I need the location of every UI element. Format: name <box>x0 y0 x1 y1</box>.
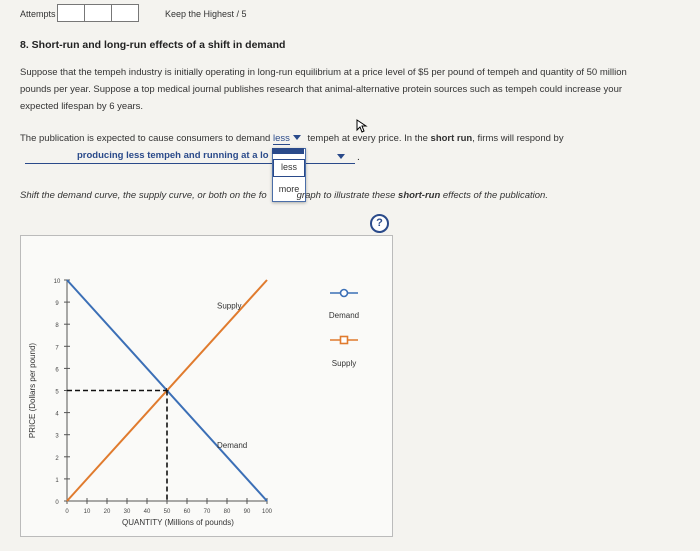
graph-panel <box>20 235 393 537</box>
shift-pre: Shift the demand curve, the supply curve, or both on the fo <box>20 190 267 201</box>
x-tick-label: 0 <box>65 509 69 515</box>
y-tick-label: 0 <box>55 500 59 506</box>
demand-dropdown-value: less <box>272 133 290 144</box>
legend-demand-label: Demand <box>328 311 360 320</box>
supply-curve-label: Supply <box>217 301 242 311</box>
dropdown-arrow-icon[interactable] <box>293 135 301 140</box>
x-tick-label: 50 <box>163 509 171 515</box>
x-tick-label: 100 <box>261 509 273 515</box>
y-tick-label: 2 <box>55 455 59 462</box>
sentence-end: . <box>357 152 360 163</box>
demand-dropdown[interactable] <box>273 133 290 145</box>
legend-demand-marker <box>341 290 348 297</box>
x-tick-label: 20 <box>103 509 111 515</box>
x-tick-label: 30 <box>123 509 131 515</box>
sentence-line <box>20 133 564 144</box>
sentence-post-b: , firms will respond by <box>472 133 564 144</box>
response-dropdown-value: producing less tempeh and running at a lo <box>77 150 269 161</box>
demand-curve-label: Demand <box>217 440 248 450</box>
x-tick-label: 80 <box>223 509 231 515</box>
menu-option-more[interactable]: more <box>278 184 300 194</box>
menu-option-less[interactable]: less <box>273 159 305 177</box>
y-tick-label: 6 <box>55 367 59 374</box>
x-tick-label: 10 <box>83 509 91 515</box>
equilibrium-point-marker: + <box>164 385 170 396</box>
help-icon[interactable]: ? <box>370 214 389 233</box>
graph-svg[interactable] <box>21 236 392 536</box>
y-tick-label: 7 <box>55 345 59 352</box>
dropdown-arrow-icon[interactable] <box>337 154 345 159</box>
sentence-bold: short run <box>430 133 473 144</box>
x-tick-label: 60 <box>183 509 191 515</box>
shift-bold: short-run <box>398 190 441 201</box>
y-tick-label: 3 <box>55 433 59 440</box>
x-tick-label: 90 <box>243 509 251 515</box>
y-tick-label: 8 <box>55 323 59 330</box>
y-tick-label: 4 <box>55 411 59 418</box>
attempt-boxes <box>57 4 138 22</box>
x-axis-title: QUANTITY (Millions of pounds) <box>122 518 234 527</box>
shift-end: effects of the publication. <box>442 190 548 201</box>
y-tick-label: 9 <box>55 301 59 308</box>
y-tick-label: 5 <box>55 389 59 396</box>
legend-supply-label: Supply <box>331 359 357 368</box>
legend-supply-marker <box>341 337 348 344</box>
x-tick-label: 70 <box>203 509 211 515</box>
y-tick-label: 10 <box>53 279 61 285</box>
y-axis-title: PRICE (Dollars per pound) <box>28 342 37 439</box>
y-tick-label: 1 <box>55 477 59 484</box>
sentence-post-a: tempeh at every price. In the <box>307 133 428 144</box>
attempts-label: Attempts <box>20 9 56 19</box>
shift-post: graph to illustrate these <box>296 190 396 201</box>
mouse-cursor-icon <box>356 119 368 133</box>
shift-instruction <box>20 190 548 201</box>
menu-cap <box>272 148 304 154</box>
sentence-pre: The publication is expected to cause consumers to demand <box>20 133 271 144</box>
question-paragraph: Suppose that the tempeh industry is initially operating in long-run equilibrium at a price level of $5 per pound of tempeh and quantity of 50 million pounds per year. Suppose a top medical journal publishes research that animal-alternative protein sources such as tempeh could increase your expected lifespan by 6 years. <box>20 67 627 112</box>
keep-highest-label: Keep the Highest / 5 <box>165 9 247 19</box>
question-title: 8. Short-run and long-run effects of a shift in demand <box>20 39 286 51</box>
x-tick-label: 40 <box>143 509 151 515</box>
